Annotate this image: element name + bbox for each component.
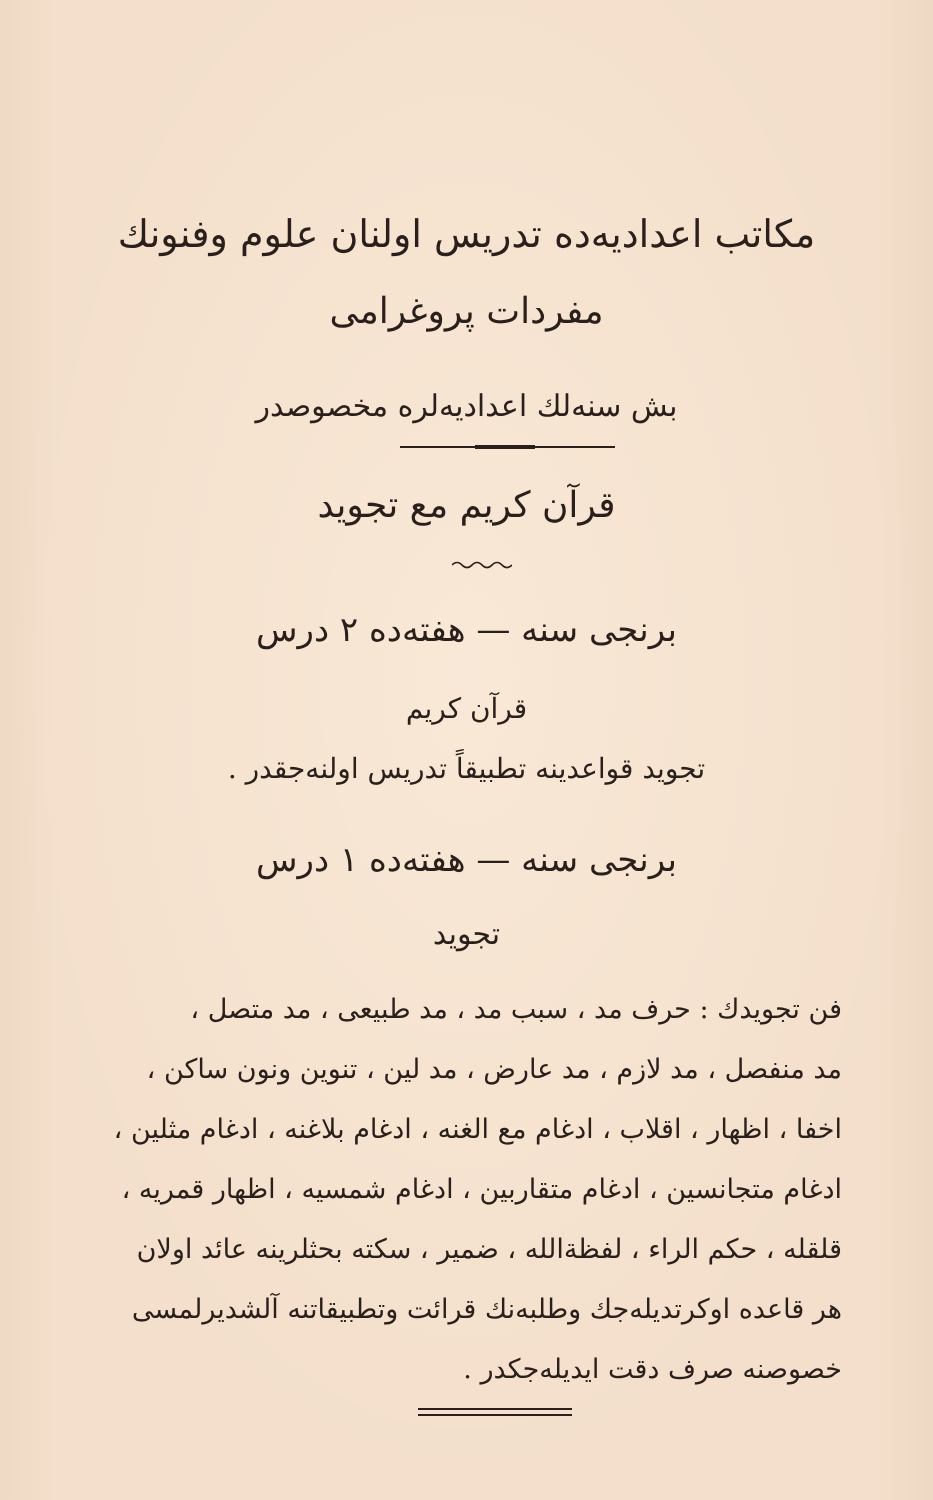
second-year-heading: برنجی سنه — هفته‌ده ١ درس bbox=[256, 840, 677, 880]
paragraph-line: قلقله ، حكم الراء ، لفظة‌الله ، ضمير ، سكته بحثلرينه عائد اولان bbox=[136, 1234, 842, 1265]
paragraph-line: ادغام متجانسين ، ادغام متقاربين ، ادغام شمسيه ، اظهار قمريه ، bbox=[121, 1174, 842, 1205]
first-year-note: تجويد قواعدينه تطبيقاً تدريس اولنه‌جقدر . bbox=[227, 752, 706, 785]
paragraph-line: خصوصنه صرف دقت ايديله‌جكدر . bbox=[463, 1354, 842, 1385]
first-year-heading: برنجی سنه — هفته‌ده ٢ درس bbox=[256, 610, 677, 650]
document-title-line-1: مكاتب اعداديه‌ده تدريس اولنان علوم وفنونك bbox=[117, 212, 816, 256]
paragraph-line: فن تجويدك : حرف مد ، سبب مد ، مد طبيعی ، مد متصل ، bbox=[190, 994, 842, 1025]
document-title-line-2: مفردات پروغرامی bbox=[329, 291, 604, 332]
squiggle-divider bbox=[452, 560, 512, 570]
divider-thick-segment bbox=[475, 445, 535, 449]
second-year-subject: تجويد bbox=[432, 917, 501, 952]
first-year-subject: قرآن كريم bbox=[405, 692, 528, 725]
paragraph-line: مد منفصل ، مد لازم ، مد عارض ، مد لين ، تنوين ونون ساكن ، bbox=[146, 1054, 842, 1085]
document-subtitle: بش سنه‌لك اعداديه‌لره مخصوصدر bbox=[255, 389, 678, 424]
decorative-divider bbox=[400, 446, 615, 448]
section-heading: قرآن كريم مع تجويد bbox=[317, 485, 616, 526]
paragraph-line: هر قاعده اوكرتديله‌جك وطلبه‌نك قرائت وتطبيقاتنه آلشديرلمسی bbox=[131, 1294, 842, 1325]
end-divider-bottom bbox=[418, 1414, 572, 1416]
paragraph-line: اخفا ، اظهار ، اقلاب ، ادغام مع الغنه ، ادغام بلاغنه ، ادغام مثلين ، bbox=[113, 1114, 842, 1145]
end-divider-top bbox=[418, 1408, 572, 1410]
